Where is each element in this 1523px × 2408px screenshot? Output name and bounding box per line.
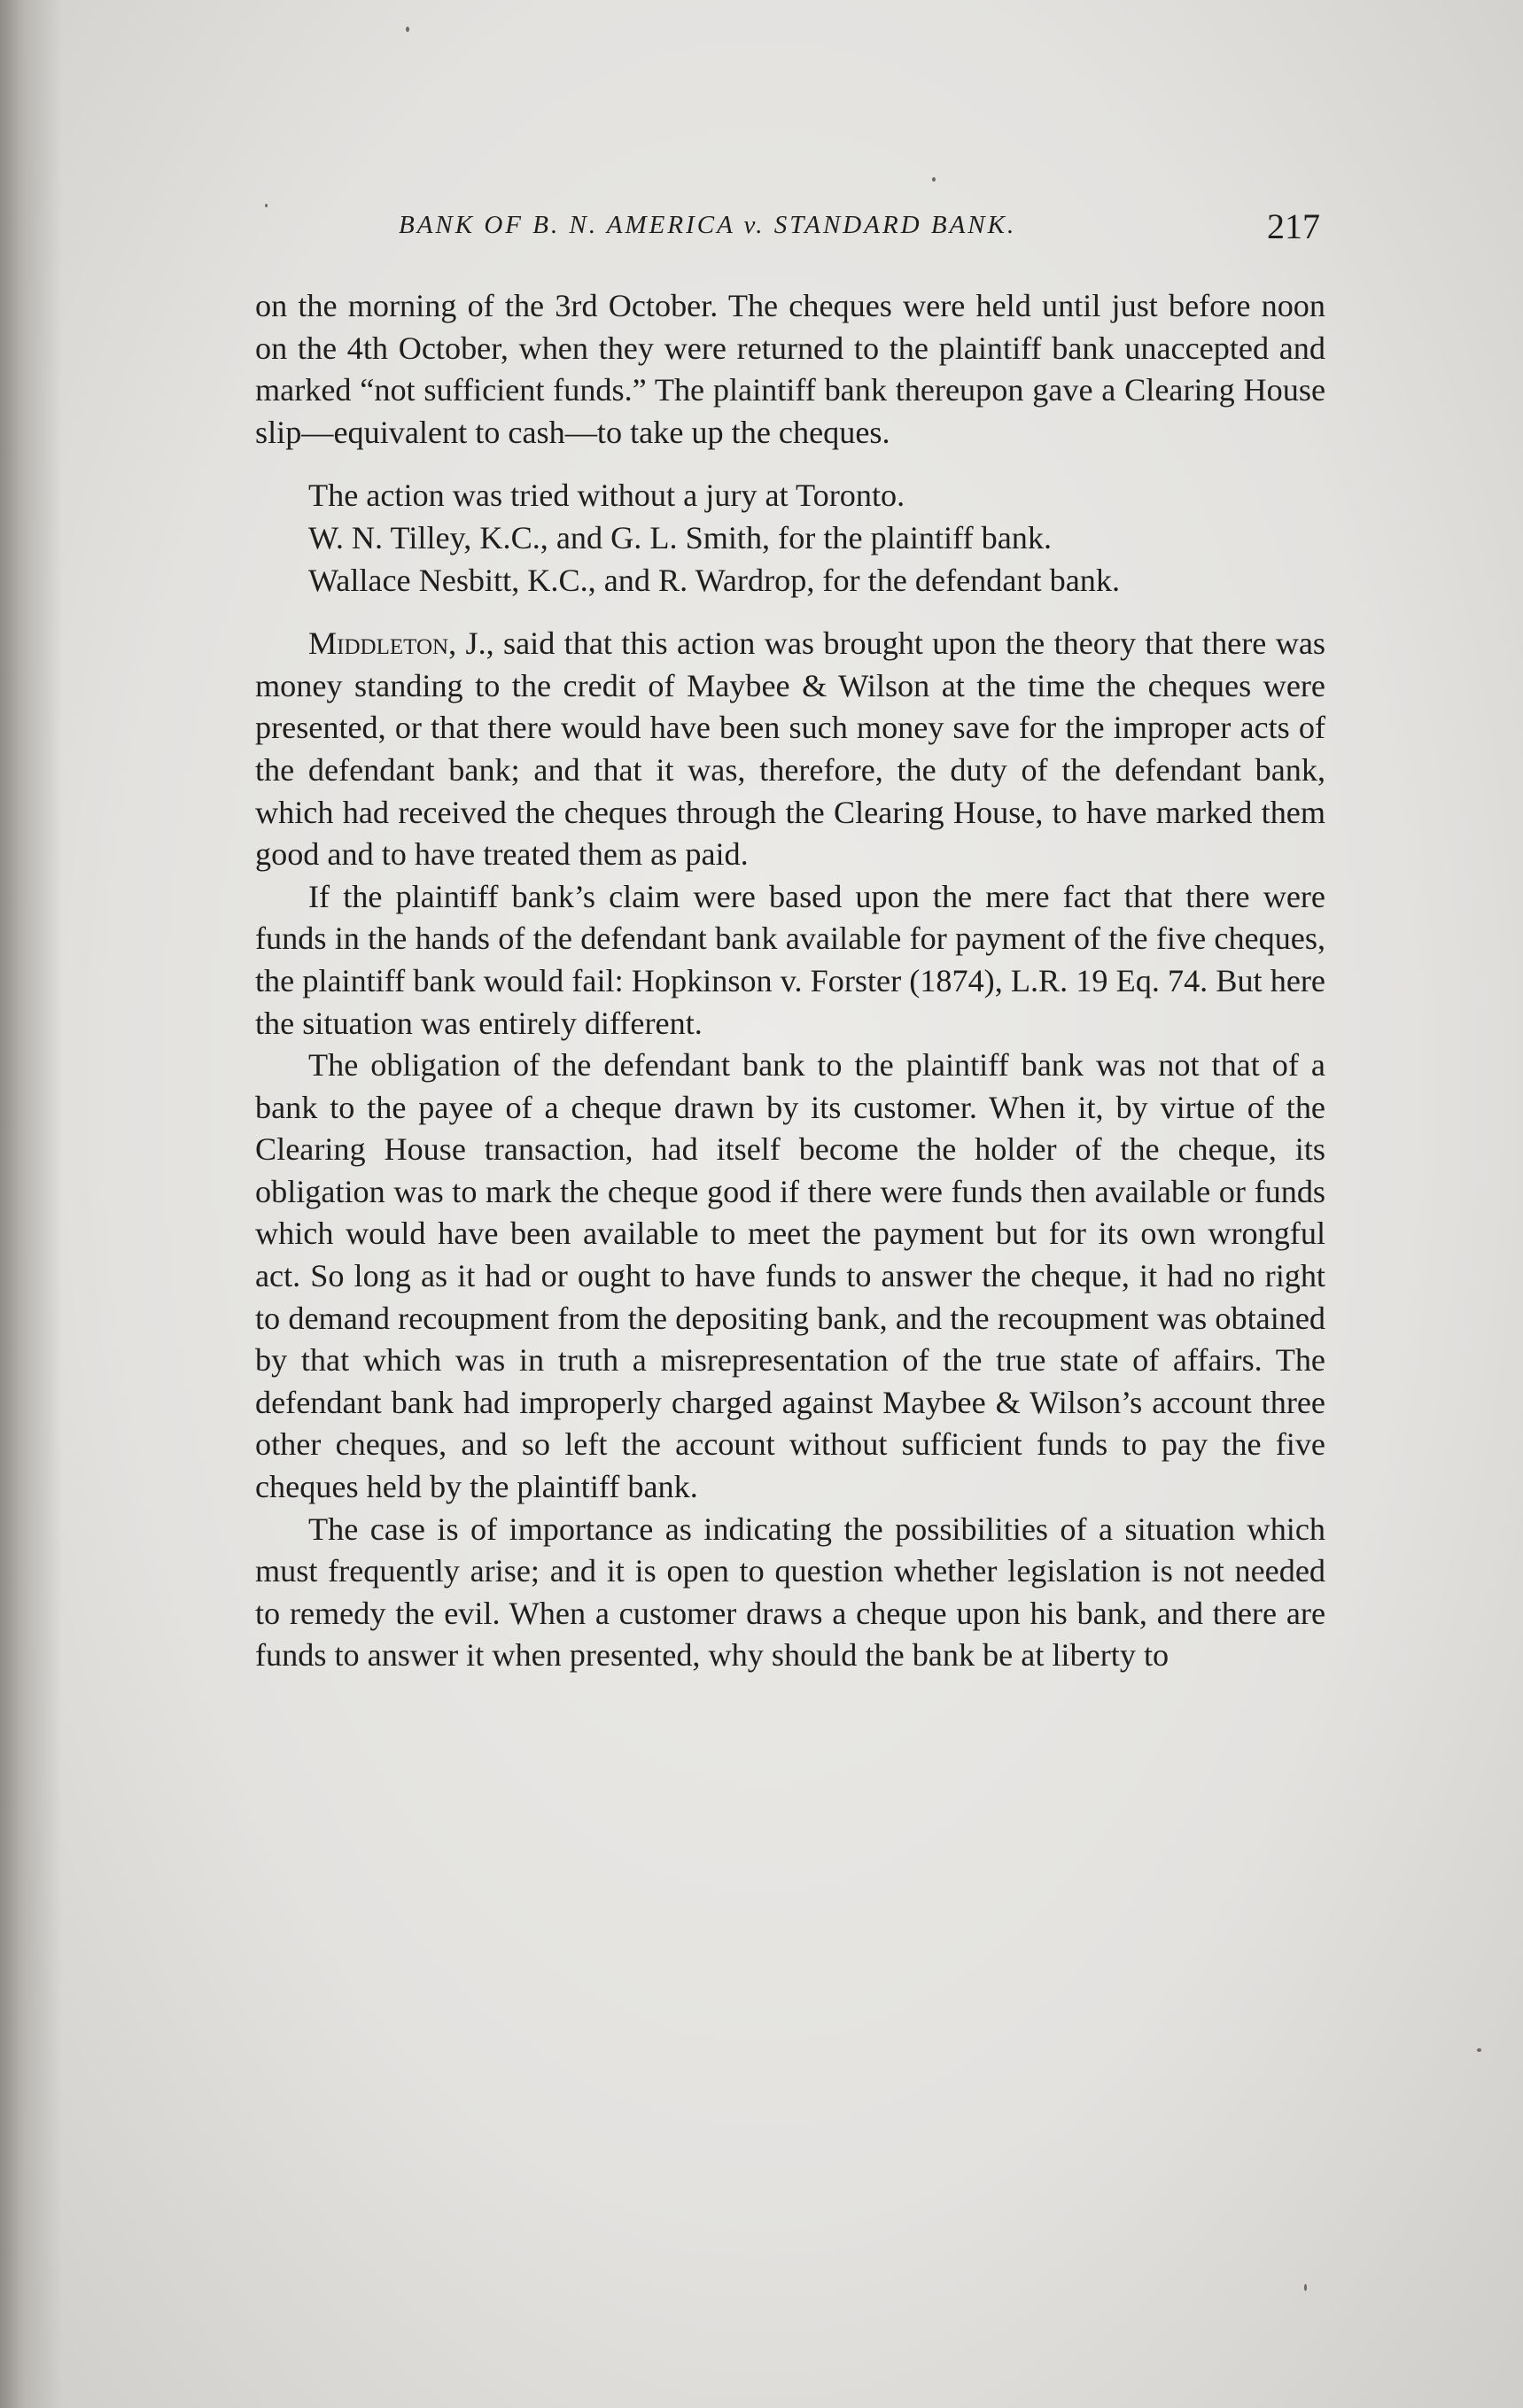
judge-name: Middleton, J. bbox=[308, 625, 486, 662]
paragraph-facts-continued: on the morning of the 3rd October. The cheques were held until just before noon on the 4th October, when they were returned to the plaintiff bank unaccepted and marked “not sufficient funds.” The plaintiff bank thereupon gave a Clearing House slip—equivalent to cash—to take up the cheques. bbox=[255, 288, 1325, 450]
running-title: BANK OF B. N. AMERICA v. STANDARD BANK. bbox=[399, 211, 1017, 239]
paragraph-judgment-opening bbox=[255, 623, 1325, 876]
body-text bbox=[255, 285, 1325, 1677]
paragraph-plaintiff-counsel: W. N. Tilley, K.C., and G. L. Smith, for the plaintiff bank. bbox=[308, 519, 1052, 555]
page-number: 217 bbox=[1267, 206, 1320, 246]
judgment-opening-text: , said that this action was brought upon the theory that there was money standing to the credit of Maybee & Wilson at the time the cheques were presented, or that there would have been such money save for the improper acts of the defendant bank; and that it was, therefore, the duty of the defendant bank, which had received the cheques through the Clearing House, to have marked them good and to have treated them as paid. bbox=[255, 625, 1325, 873]
running-head bbox=[399, 206, 1320, 259]
paragraph-obligation: The obligation of the defendant bank to the plaintiff bank was not that of a bank to the payee of a cheque drawn by its customer. When it, by virtue of the Clearing House transaction, had itself become the holder of the cheque, its obligation was to mark the cheque good if there were funds then available or funds which would have been available to meet the payment but for its own wrongful act. So long as it had or ought to have funds to answer the cheque, it had no right to demand recoupment from the depositing bank, and the recoupment was obtained by that which was in truth a misrepresentation of the true state of affairs. The defendant bank had improperly charged against Maybee & Wilson’s account three other cheques, and so left the account without sufficient funds to pay the five cheques held by the plaintiff bank. bbox=[255, 1047, 1325, 1505]
paragraph-trial: The action was tried without a jury at Toronto. bbox=[308, 478, 905, 514]
paper-speck bbox=[932, 177, 936, 182]
paragraph-plaintiff-claim: If the plaintiff bank’s claim were based upon the mere fact that there were funds in the hands of the defendant bank available for payment of the five cheques, the plaintiff bank would fail: Hopkinson v. Forster (1874), L.R. 19 Eq. 74. But here the situation was entirely different. bbox=[255, 878, 1325, 1041]
paper-speck bbox=[265, 204, 268, 207]
paper-speck bbox=[406, 27, 409, 32]
paper-speck bbox=[1477, 2048, 1481, 2052]
paragraph-defendant-counsel: Wallace Nesbitt, K.C., and R. Wardrop, for the defendant bank. bbox=[308, 562, 1121, 598]
binding-shadow bbox=[0, 0, 62, 2408]
paper-speck bbox=[1304, 2284, 1307, 2291]
paragraph-importance: The case is of importance as indicating the possibilities of a situation which must frequently arise; and it is open to question whether legislation is not needed to remedy the evil. When a customer draws a cheque upon his bank, and there are funds to answer it when presented, why should the bank be at liberty to bbox=[255, 1511, 1325, 1674]
